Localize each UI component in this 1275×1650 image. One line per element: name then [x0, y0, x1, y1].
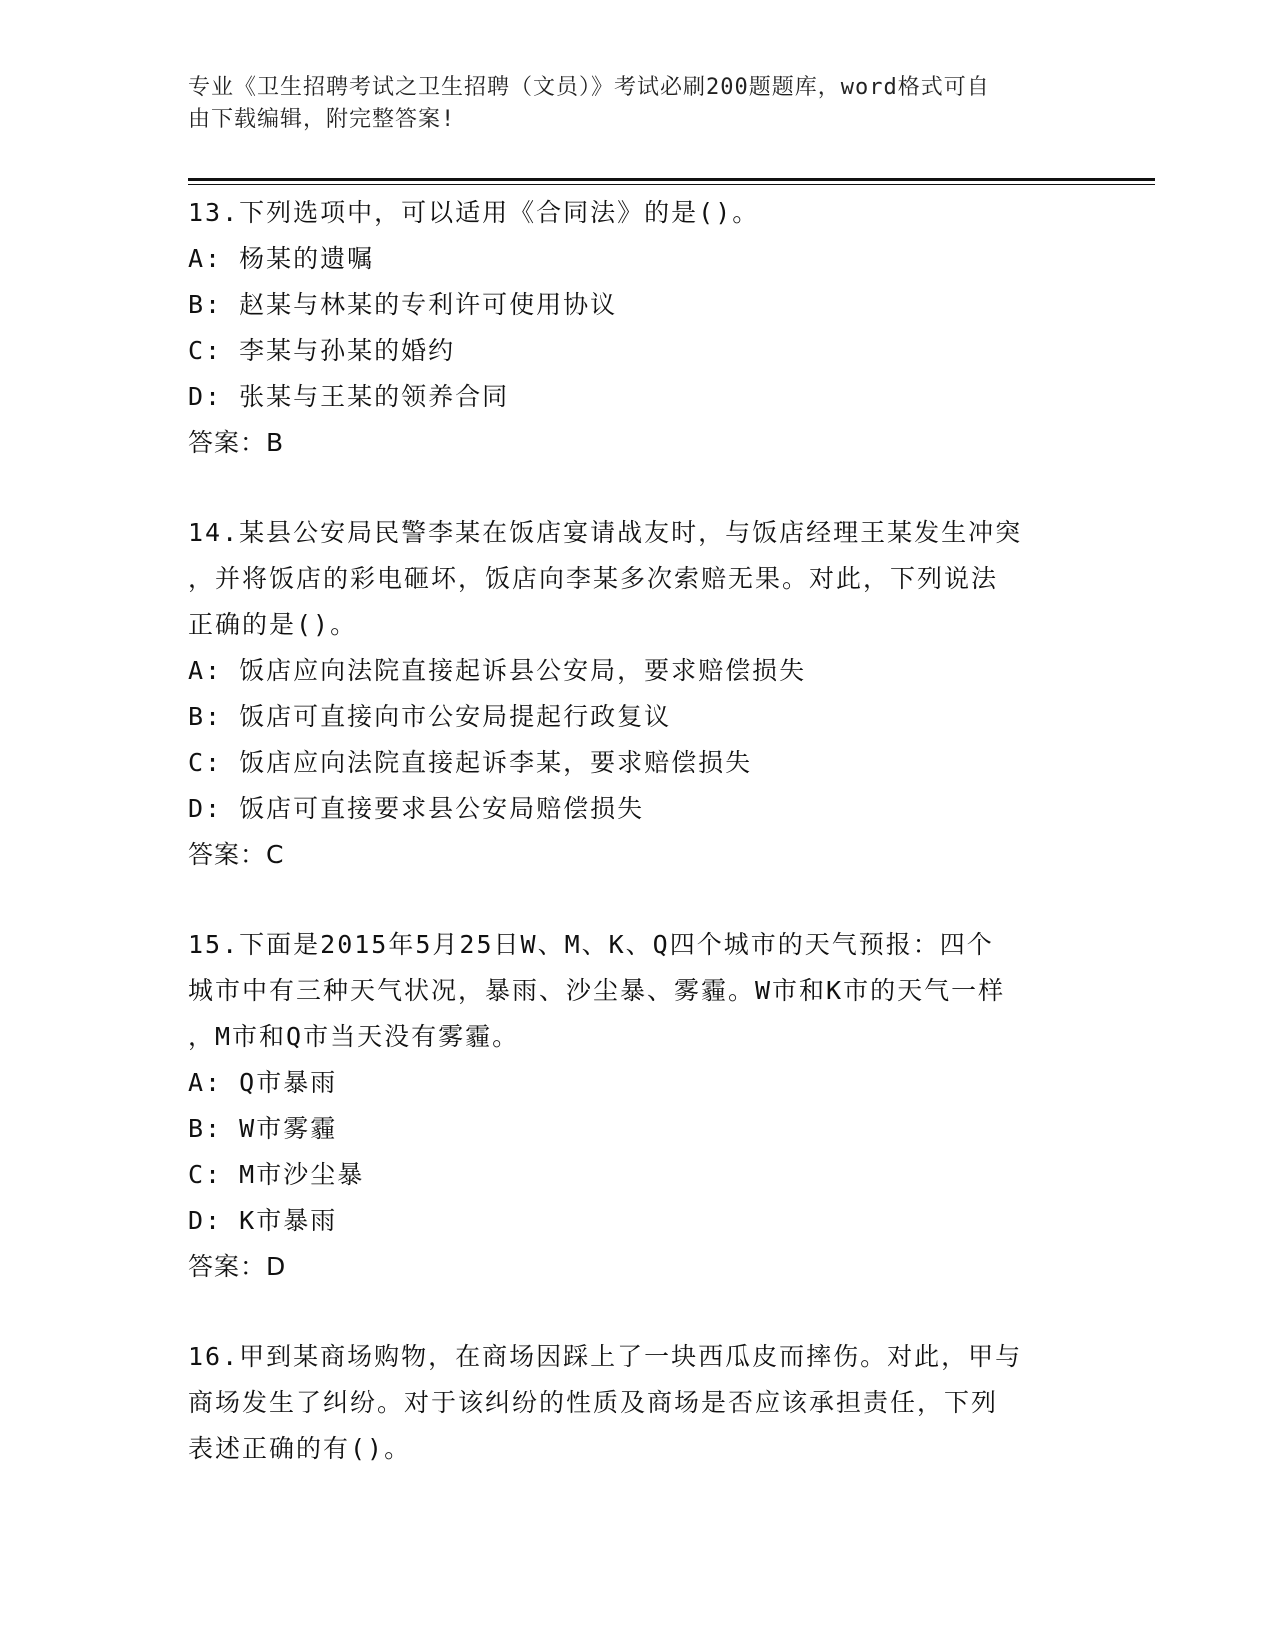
question-14-option-a: A: 饭店应向法院直接起诉县公安局，要求赔偿损失: [188, 656, 807, 685]
header-divider-thick: [188, 178, 1155, 181]
question-14-stem-line-3: 正确的是()。: [188, 610, 358, 639]
question-14-option-d: D: 饭店可直接要求县公安局赔偿损失: [188, 794, 645, 823]
question-15-option-a: A: Q市暴雨: [188, 1068, 338, 1097]
header-line-1: 专业《卫生招聘考试之卫生招聘（文员）》考试必刷200题题库，word格式可自: [188, 75, 990, 100]
question-14-stem-line-2: ，并将饭店的彩电砸坏，饭店向李某多次索赔无果。对此，下列说法: [188, 564, 999, 593]
question-15-stem-line-3: ，M市和Q市当天没有雾霾。: [188, 1022, 520, 1051]
question-spacer: [188, 1290, 1088, 1334]
question-16-stem-line-2: 商场发生了纠纷。对于该纠纷的性质及商场是否应该承担责任，下列: [188, 1388, 999, 1417]
question-14-answer: 答案：C: [188, 840, 285, 869]
question-13-option-c: C: 李某与孙某的婚约: [188, 336, 456, 365]
question-15: [188, 922, 1088, 1290]
question-15-stem-line-2: 城市中有三种天气状况，暴雨、沙尘暴、雾霾。W市和K市的天气一样: [188, 976, 1006, 1005]
question-14: [188, 510, 1088, 878]
question-16: [188, 1334, 1088, 1472]
question-13: [188, 190, 1088, 466]
question-15-option-d: D: K市暴雨: [188, 1206, 338, 1235]
question-13-option-a: A: 杨某的遗嘱: [188, 244, 375, 273]
question-14-option-c: C: 饭店应向法院直接起诉李某，要求赔偿损失: [188, 748, 753, 777]
question-15-option-b: B: W市雾霾: [188, 1114, 338, 1143]
question-15-answer: 答案：D: [188, 1252, 287, 1281]
question-spacer: [188, 466, 1088, 510]
question-13-option-b: B: 赵某与林某的专利许可使用协议: [188, 290, 618, 319]
question-15-option-c: C: M市沙尘暴: [188, 1160, 365, 1189]
header-divider-thin: [188, 184, 1155, 185]
question-14-option-b: B: 饭店可直接向市公安局提起行政复议: [188, 702, 672, 731]
question-16-stem-line-3: 表述正确的有()。: [188, 1434, 412, 1463]
question-13-stem: 13.下列选项中，可以适用《合同法》的是()。: [188, 198, 760, 227]
document-header: [188, 72, 1068, 136]
question-16-stem-line-1: 16.甲到某商场购物，在商场因踩上了一块西瓜皮而摔伤。对此，甲与: [188, 1342, 1023, 1371]
question-15-stem-line-1: 15.下面是2015年5月25日W、M、K、Q四个城市的天气预报：四个: [188, 930, 994, 959]
question-spacer: [188, 878, 1088, 922]
question-list: [188, 190, 1088, 1472]
question-13-answer: 答案：B: [188, 428, 285, 457]
header-line-2: 由下载编辑，附完整答案!: [188, 107, 456, 132]
question-14-stem-line-1: 14.某县公安局民警李某在饭店宴请战友时，与饭店经理王某发生冲突: [188, 518, 1023, 547]
question-13-option-d: D: 张某与王某的领养合同: [188, 382, 510, 411]
